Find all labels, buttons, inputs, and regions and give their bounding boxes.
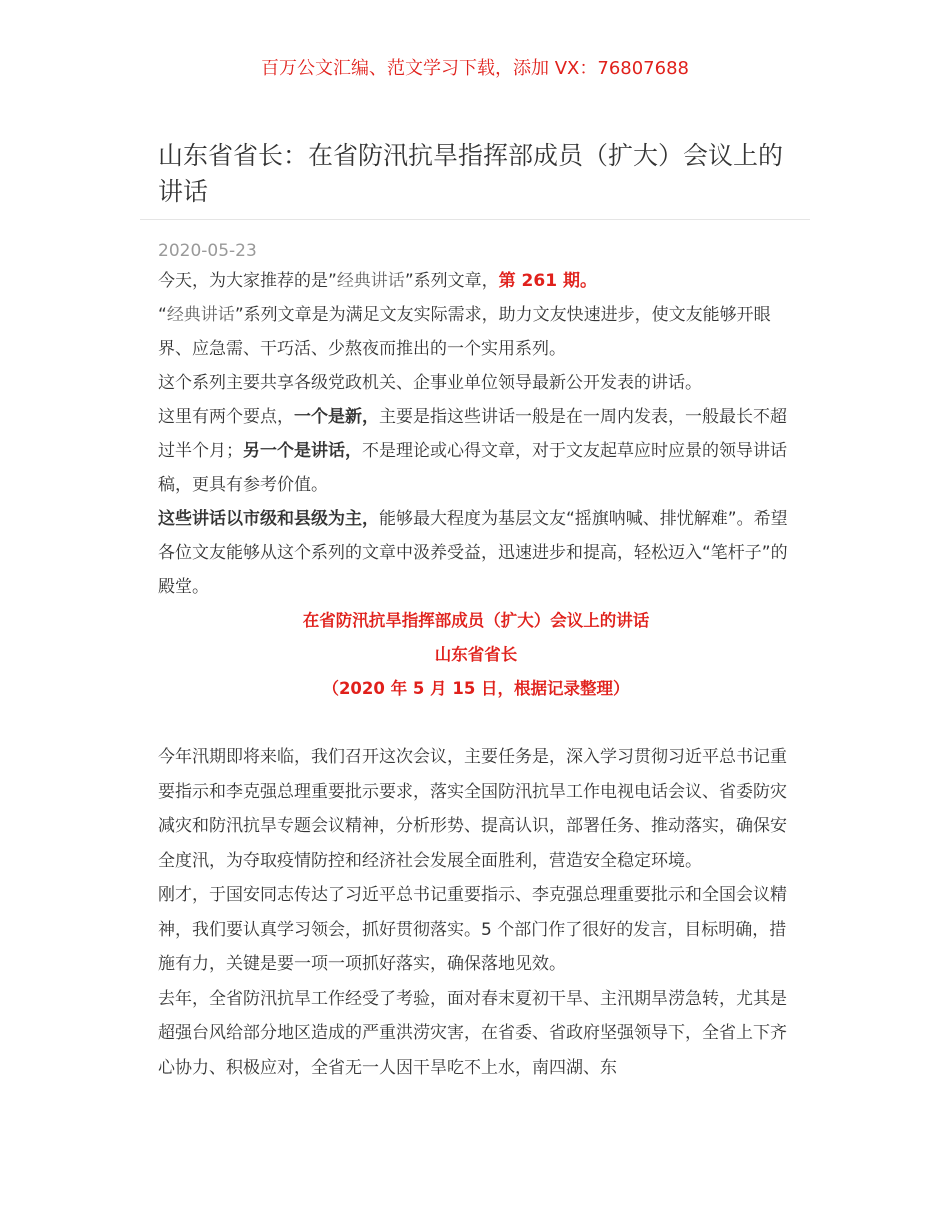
speech-paragraph: 刚才，于国安同志传达了习近平总书记重要指示、李克强总理重要批示和全国会议精神，我们要认真学习领会，抓好贯彻落实。5 个部门作了很好的发言，目标明确，措施有力，关键是要一项一项抓好落实，确保落地见效。 (158, 885, 787, 974)
promo-banner: 百万公文汇编、范文学习下载，添加 VX：76807688 (261, 58, 689, 79)
intro-paragraph-2 (158, 298, 794, 366)
title-divider (140, 219, 810, 220)
intro-paragraph-3: 这个系列主要共享各级党政机关、企事业单位领导最新公开发表的讲话。 (158, 373, 702, 393)
speech-speaker: 山东省省长 (434, 645, 518, 664)
intro-paragraph-4 (158, 400, 794, 502)
speech-heading: 在省防汛抗旱指挥部成员（扩大）会议上的讲话 (302, 611, 650, 630)
article-content (158, 264, 794, 1085)
issue-number: 第 261 期。 (498, 271, 597, 291)
key-point: 另一个是讲话， (243, 441, 362, 461)
speech-paragraph: 今年汛期即将来临，我们召开这次会议，主要任务是，深入学习贯彻习近平总书记重要指示和李克强总理重要批示要求，落实全国防汛抗旱工作电视电话会议、省委防灾减灾和防汛抗旱专题会议精神，分析形势、提高认识，部署任务、推动落实，确保安全度汛，为夺取疫情防控和经济社会发展全面胜利，营造安全稳定环境。 (158, 747, 787, 871)
intro-text: 能够最大程度为基层文友“摇旗呐喊、排忧解难”。希望各位文友能够从这个系列的文章中汲养受益，迅速进步和提高，轻松迈入“笔杆子”的殿堂。 (158, 509, 788, 597)
intro-text: 这里有两个要点， (158, 407, 294, 427)
intro-text: 主要是指这些讲话一般是在一周内发表，一般最长不超过半个月； (158, 407, 787, 461)
intro-text: ”系列文章， (404, 271, 499, 291)
spacer (158, 706, 794, 740)
key-point: 这些讲话以市级和县级为主， (158, 509, 379, 529)
publish-date: 2020-05-23 (158, 241, 257, 261)
intro-paragraph-5 (158, 502, 794, 604)
intro-text: “ (158, 305, 167, 325)
key-point: 一个是新， (294, 407, 379, 427)
intro-text: ”系列文章是为满足文友实际需求，助力文友快速进步，使文友能够开眼界、应急需、干巧活、少熬夜而推出的一个实用系列。 (158, 305, 771, 359)
speech-date-note: （2020 年 5 月 15 日，根据记录整理） (322, 679, 630, 698)
series-name: 经典讲话 (336, 271, 405, 291)
intro-text: 不是理论或心得文章，对于文友起草应时应景的领导讲话稿，更具有参考价值。 (158, 441, 787, 495)
intro-paragraph-1 (158, 264, 794, 298)
article-title: 山东省省长：在省防汛抗旱指挥部成员（扩大）会议上的讲话 (158, 141, 784, 206)
speech-paragraph: 去年，全省防汛抗旱工作经受了考验，面对春末夏初干旱、主汛期旱涝急转，尤其是超强台风给部分地区造成的严重洪涝灾害，在省委、省政府坚强领导下，全省上下齐心协力、积极应对，全省无一人因干旱吃不上水，南四湖、东 (158, 988, 787, 1078)
intro-text: 今天，为大家推荐的是” (158, 271, 337, 291)
series-name: 经典讲话 (166, 305, 235, 325)
